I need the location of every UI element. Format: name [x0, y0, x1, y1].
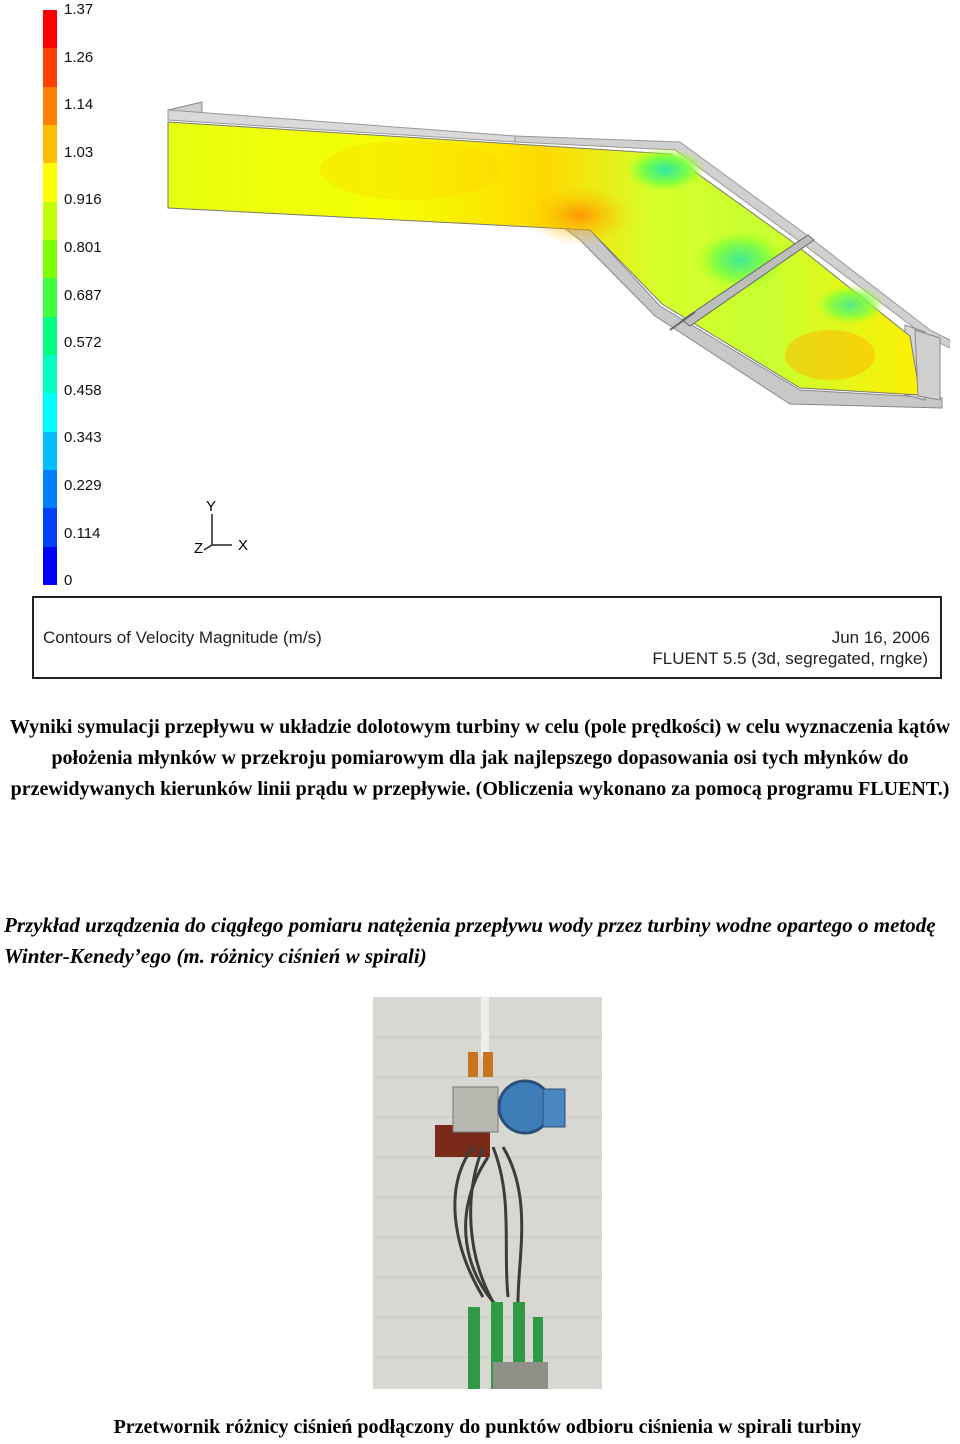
- duct-wall: [915, 330, 940, 400]
- transducer-photo: [373, 997, 602, 1389]
- colorbar-cell: [43, 10, 57, 48]
- axis-label-z: Z: [194, 540, 204, 557]
- colorbar-tick-label: 0.572: [64, 334, 102, 352]
- colorbar-cell: [43, 125, 57, 163]
- colorbar-tick-label: 1.03: [64, 143, 94, 161]
- colorbar-cell: [43, 48, 57, 86]
- colorbar-tick-label: 0.687: [64, 286, 102, 304]
- colorbar-tick-label: 0.229: [64, 477, 102, 494]
- colorbar-cell: [43, 87, 57, 125]
- colorbar-tick-label: 0: [64, 572, 73, 590]
- colorbar-cell: [43, 163, 57, 201]
- example-caption: Przykład urządzenia do ciągłego pomiaru natężenia przepływu wody przez turbiny wodne opartego o metodę Winter-Kenedy’ego (m. różnicy ciśnień w spirali): [4, 913, 936, 968]
- colorbar-cell: [43, 393, 57, 431]
- axis-label-x: X: [238, 537, 249, 554]
- colorbar-tick-label: 1.37: [64, 1, 94, 18]
- colorbar-cell: [43, 508, 57, 546]
- colorbar-cell: [43, 317, 57, 355]
- velocity-contour-plot: [150, 90, 950, 440]
- colorbar-cell: [43, 240, 57, 278]
- colorbar-cell: [43, 278, 57, 316]
- colorbar-cell: [43, 432, 57, 470]
- colorbar-tick-label: 0.458: [64, 381, 102, 399]
- colorbar-tick-label: 0.801: [64, 239, 102, 256]
- photo-caption: Przetwornik różnicy ciśnień podłączony do punktów odbioru ciśnienia w spirali turbiny: [113, 1416, 862, 1438]
- plot-date: Jun 16, 2006: [831, 628, 930, 647]
- plot-info-box: [32, 596, 942, 679]
- colorbar-cell: [43, 202, 57, 240]
- colorbar-tick-label: 0.916: [64, 191, 102, 209]
- colorbar-cell: [43, 355, 57, 393]
- plot-title: Contours of Velocity Magnitude (m/s): [43, 628, 322, 647]
- simulation-caption: Wyniki symulacji przepływu w układzie dolotowym turbiny w celu (pole prędkości) w celu wyznaczenia kątów położenia młynków w przekroju pomiarowym dla jak najlepszego dopasowania osi tych młynków do przewidywanych kierunków linii prądu w przepływie. (Obliczenia wykonano za pomocą programu FLUENT.): [9, 716, 951, 800]
- solver-info: FLUENT 5.5 (3d, segregated, rngke): [652, 649, 928, 668]
- colorbar-tick-label: 0.343: [64, 429, 102, 447]
- colorbar-cell: [43, 547, 57, 585]
- colorbar-tick-label: 1.26: [64, 48, 94, 66]
- axis-label-y: Y: [206, 498, 217, 515]
- colorbar-tick-label: 1.14: [64, 96, 94, 114]
- colorbar-cell: [43, 470, 57, 508]
- colorbar-tick-label: 0.114: [64, 524, 101, 542]
- colorbar: [43, 10, 57, 585]
